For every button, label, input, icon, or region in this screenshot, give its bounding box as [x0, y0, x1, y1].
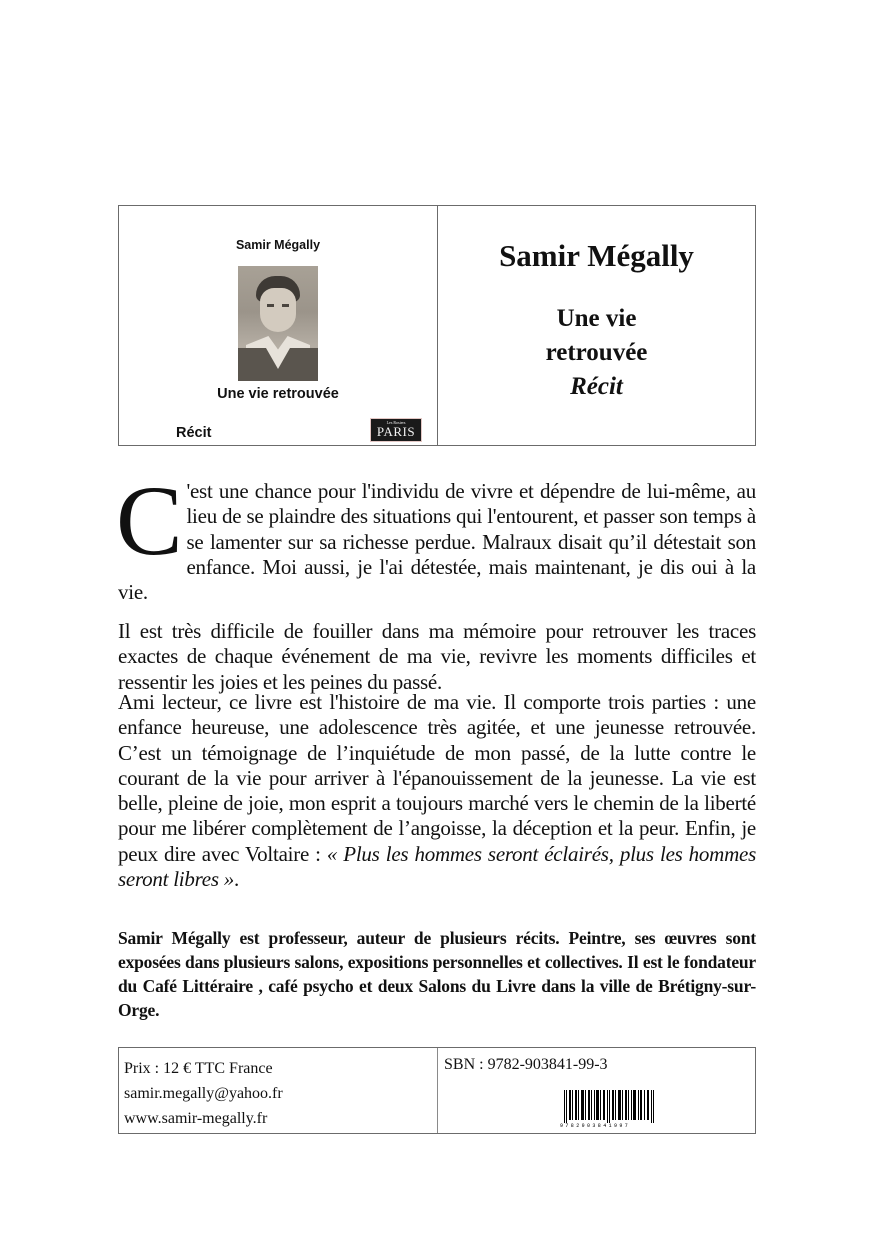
website-link[interactable]: www.samir-megally.fr [124, 1110, 268, 1127]
cover-table [118, 205, 756, 446]
cover-thumbnail [119, 206, 438, 445]
paragraph-1 [116, 465, 756, 605]
author-photo [238, 266, 318, 381]
book-title-line-1: Une vie [556, 305, 637, 332]
voltaire-quote: « Plus les hommes seront éclairés, plus les hommes seront libres » [118, 841, 757, 892]
photo-eye-right [282, 304, 289, 307]
email-link[interactable]: samir.megally@yahoo.fr [124, 1085, 283, 1102]
thumbnail-author: Samir Mégally [235, 238, 321, 252]
author-bio: Samir Mégally est professeur, auteur de plusieurs récits. Peintre, ses œuvres sont exposées dans plusieurs salons, expositions personnelles et collectives. Il est le fondateur du Café Littéraire , café psycho et deux Salons du Livre dans la ville de Brétigny-sur-Orge. [118, 928, 756, 1020]
paragraph-3 [118, 690, 756, 892]
paragraph-1-text: 'est une chance pour l'individu de vivre et dépendre de lui-même, au lieu de se plaindre des situations qui l'entourent, et passer son temps à se lamenter sur sa richesse perdue. Malraux disait qu’il détestait son enfance. Moi aussi, je l'ai détestée, mais maintenant, je dis oui à la vie. [118, 479, 756, 605]
drop-cap: C [116, 465, 183, 576]
book-title [438, 302, 755, 404]
paragraph-3-text: Ami lecteur, ce livre est l'histoire de ma vie. Il comporte trois parties : une enfance heureuse, une adolescence très agitée, et une jeunesse retrouvée. C’est un témoignage de l’inquiétude de mon passé, de la lutte contre le courant de la vie pour arriver à l'épanouissement de la jeunesse. La vie est belle, pleine de joie, mon esprit a toujours marché vers le chemin de la liberté pour me libérer complètement de l’angoisse, la déception et la peur. Enfin, je peux dire avec Voltaire : [118, 690, 756, 866]
thumbnail-genre: Récit [176, 425, 212, 441]
thumbnail-title: Une vie retrouvée [217, 386, 339, 402]
paragraph-2: Il est très difficile de fouiller dans ma mémoire pour retrouver les traces exactes de chaque événement de ma vie, revivre les moments difficiles et ressentir les joies et les peines du passé. [118, 619, 756, 694]
contact-info [119, 1048, 438, 1133]
quote-end: . [234, 867, 240, 892]
info-table [118, 1047, 756, 1134]
book-title-line-2: retrouvée [545, 339, 648, 366]
book-genre: Récit [570, 373, 623, 400]
publisher-logo-text: PARIS [376, 424, 416, 439]
isbn: SBN : 9782-903841-99-3 [444, 1056, 608, 1073]
publisher-logo [370, 418, 422, 442]
svg-text:9782903841997: 9782903841997 [560, 1123, 631, 1128]
book-author: Samir Mégally [499, 238, 694, 273]
price: Prix : 12 € TTC France [124, 1060, 273, 1077]
isbn-block [438, 1048, 755, 1133]
photo-face [260, 288, 296, 332]
cover-title-block [438, 206, 755, 445]
publisher-logo-small-text: Les Rosiers [386, 420, 406, 425]
barcode-icon [560, 1090, 660, 1128]
photo-eye-left [267, 304, 274, 307]
